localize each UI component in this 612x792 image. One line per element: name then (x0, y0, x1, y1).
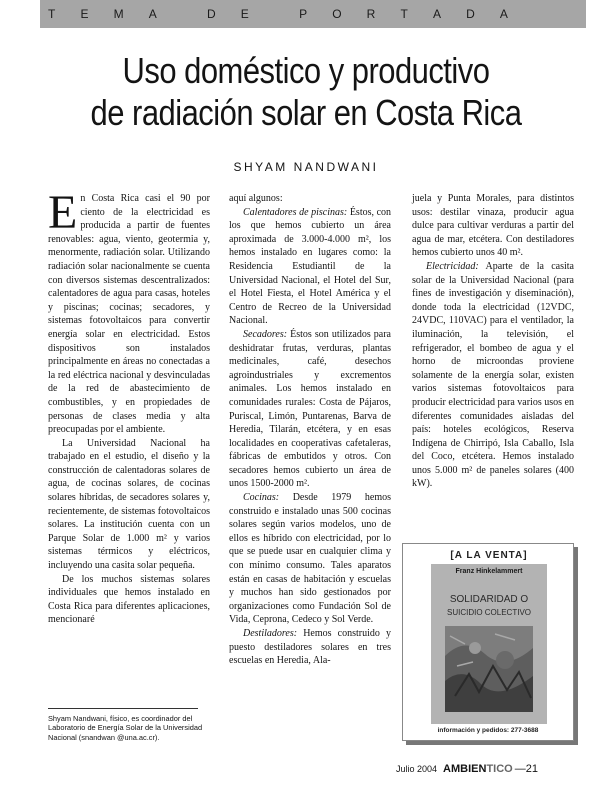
paragraph (229, 627, 391, 668)
section-label-letter: A (432, 7, 441, 21)
subheading-destiladores: Destiladores: (243, 628, 298, 639)
advert-contact: información y pedidos: 277-3688 (437, 727, 539, 734)
advert-heading: [A LA VENTA] (450, 550, 528, 561)
section-label-letter: M (113, 7, 124, 21)
subheading-electricidad: Electricidad: (426, 260, 479, 272)
title-line-1: Uso doméstico y productivo (122, 50, 490, 91)
text-column-3 (412, 192, 574, 491)
magazine-name: AMBIEN (443, 763, 487, 775)
page-footer (396, 761, 576, 777)
section-label-letter: A (499, 7, 508, 21)
book-cover-illustration (445, 626, 533, 712)
section-label (48, 7, 508, 21)
drop-cap: E (48, 186, 78, 239)
section-label-letter: O (332, 7, 342, 21)
section-label-letter: P (299, 7, 308, 21)
paragraph-text: Éstos, con los que hemos cubierto un área aproximada de 3.000-4.000 m², los hemos instalado en lugares como: la Residencia Estudiantil de la Universidad Nacional, el Hotel del Sur, el Hotel Fiesta, el Hotel América y el Centro de Recreo de la Universidad Nacional. (229, 206, 392, 327)
text-column-1 (48, 186, 210, 627)
subheading-secadores: Secadores: (243, 328, 288, 340)
article-title (58, 50, 553, 134)
section-label-letter: A (148, 7, 157, 21)
author-byline: SHYAM NANDWANI (233, 160, 379, 174)
section-label-letter: E (240, 7, 249, 21)
paragraph: n Costa Rica casi el 90 por ciento de la electricidad es producida a partir de fuentes renovables: agua, viento, geotermia y, menormente, radiación solar. Utilizando radiación solar nacionalmente se cuenta con diversos sistemas descentralizados: calentadores de agua para casas, hoteles y piscinas; cocinas; secadores, y sistemas fotovoltaicos para convertir energía solar en electricidad. Estos dispositivos son instalados principalmente en áreas no conectadas a la red eléctrica nacional y desvinculadas de la red de abastecimiento de combustibles, y en propiedades de personas de clases media y alta preocupadas por el ambiente. (48, 193, 210, 436)
book-cover (431, 564, 547, 724)
book-title-line-1: SOLIDARIDAD O (449, 594, 529, 605)
book-title-line-2: SUICIDIO COLECTIVO (446, 608, 531, 617)
paragraph: aquí algunos: (229, 193, 283, 204)
paragraph-text: Éstos son utilizados para deshidratar frutas, verduras, plantas medicinales, café, desechos agroindustriales y excrementos animales. Los hemos instalado en comunidades rurales: Costa de Pájaros, Puriscal, Limón, Puntarenas, Barva de Heredia, Tilarán, etcétera, y en esas localidades en cooperativas cafetaleras, fábricas de embutidos y otros. Con secadores hemos cubierto un área de unos 1500-2000 m². (229, 328, 391, 490)
paragraph: juela y Punta Morales, para distintos usos: destilar vinaza, producir agua dulce para cultivar verduras a partir del agua de mar, etcétera. Con destiladores hemos cubierto unos 40 m². (412, 193, 574, 259)
page-number: —21 (514, 763, 538, 775)
book-advert (402, 543, 574, 741)
issue-date: Julio 2004 (396, 764, 438, 774)
section-label-letter: D (466, 7, 475, 21)
section-label-letter: T (400, 7, 408, 21)
footnote-rule (48, 708, 198, 709)
subheading-piscinas: Calentadores de piscinas: (243, 206, 348, 218)
author-footnote: Shyam Nandwani, físico, es coordinador del Laboratorio de Energía Solar de la Universidad Nacional (snandwan @una.ac.cr). (48, 714, 203, 742)
text-column-2 (229, 192, 391, 668)
subheading-cocinas: Cocinas: (243, 492, 280, 504)
book-author: Franz Hinkelammert (455, 568, 523, 575)
section-label-letter: T (48, 7, 56, 21)
section-label-letter: E (80, 7, 89, 21)
paragraph-text: Desde 1979 hemos construido e instalado unas 500 cocinas solares según varios modelos, uno de ellos es híbrido con electricidad, por lo que se puede usar en cualquier clima y con mínimo consumo. Tales aparatos están en casas de habitación y escuelas y muchos han sido gestionados por organizaciones como Fundación Sol de Vida, Ceprona, Cedeco y Sol Verde. (229, 492, 391, 626)
magazine-name-suffix: TICO (486, 763, 513, 775)
paragraph-text: Aparte de la casita solar de la Universidad Nacional (para fines de investigación y diseminación), donde toda la electricidad (12VDC, 24VDC, 110VAC) para el ventilador, la iluminación, la televisión, el refrigerador, el bombeo de agua y el horno de microondas proviene solamente de la energía solar, existen varios sistemas fotovoltaicos para producir electricidad para varios usos en diferentes comunidades aisladas del país: hoteles ecológicos, Reserva Indígena de Chirripó, Isla Caballo, Isla del Coco, etcétera. Hemos instalado unos 5.000 m² de paneles solares (400 kW). (412, 260, 574, 490)
paragraph-text: Hemos construido y puesto destiladores solares en tres escuelas en Heredia, Ala- (229, 628, 391, 667)
paragraph (229, 206, 391, 328)
paragraph (229, 491, 391, 627)
paragraph: La Universidad Nacional ha trabajado en el estudio, el diseño y la construcción de calentadoras solares de agua, de cocinas solares, de cocinas solares híbridas, de secadores solares y, recientemente, de sistemas fotovoltaicos solares. La institución cuenta con un Parque Solar de 1.000 m² y varios sistemas térmicos y eléctricos, incluyendo una casita solar pequeña. (48, 437, 210, 572)
title-line-2: de radiación solar en Costa Rica (90, 92, 522, 133)
paragraph (412, 260, 574, 491)
section-label-letter: R (366, 7, 376, 21)
paragraph: De los muchos sistemas solares individuales que hemos instalado en Costa Rica para diferentes aplicaciones, mencionaré (48, 573, 210, 626)
paragraph (229, 328, 391, 491)
section-label-letter: D (207, 7, 216, 21)
